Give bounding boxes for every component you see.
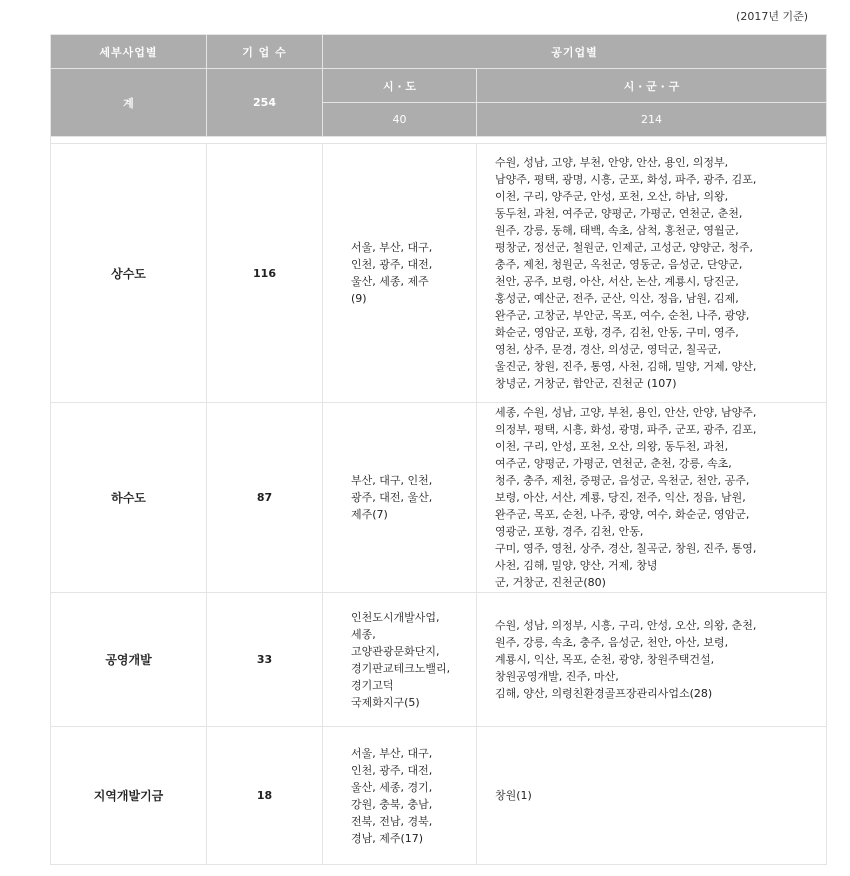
- table-row: [51, 403, 827, 593]
- table-row: [51, 593, 827, 727]
- header-row: [51, 35, 827, 69]
- row-count: 116: [207, 144, 323, 403]
- row-category: 상수도: [51, 144, 207, 403]
- table-row: [51, 727, 827, 865]
- row-category: 하수도: [51, 403, 207, 593]
- total-count: 254: [207, 69, 323, 137]
- row-category: 지역개발기금: [51, 727, 207, 865]
- row-sigungu: 창원(1): [477, 727, 827, 865]
- header-public: 공기업별: [323, 35, 827, 69]
- row-sigungu: 수원, 성남, 의정부, 시흥, 구리, 안성, 오산, 의왕, 춘천, 원주, 강릉, 속초, 충주, 음성군, 천안, 아산, 보령, 계룡시, 익산, 목포, 순천, 광양, 창원주택건설, 창원공영개발, 진주, 마산, 김해, 양산, 의령친환경골프장관리사업소(28): [477, 593, 827, 727]
- row-sigungu: 세종, 수원, 성남, 고양, 부천, 용인, 안산, 안양, 남양주, 의정부, 평택, 시흥, 화성, 광명, 파주, 군포, 광주, 김포, 이천, 구리, 안성, 포천, 오산, 의왕, 동두천, 과천, 여주군, 양평군, 가평군, 연천군, 춘천, 강릉, 속초, 청주, 충주, 제천, 증평군, 음성군, 옥천군, 천안, 공주, 보령, 아산, 서산, 계룡, 당진, 전주, 익산, 정읍, 남원, 완주군, 목포, 순천, 나주, 광양, 여수, 화순군, 영암군, 영광군, 포항, 경주, 김천, 안동, 구미, 영주, 영천, 상주, 경산, 칠곡군, 창원, 진주, 통영, 사천, 김해, 밀양, 양산, 거제, 창녕 군, 거창군, 진천군(80): [477, 403, 827, 593]
- spacer-row: [51, 137, 827, 144]
- row-sido: 서울, 부산, 대구, 인천, 광주, 대전, 울산, 세종, 제주 (9): [323, 144, 477, 403]
- row-sido: 부산, 대구, 인천, 광주, 대전, 울산, 제주(7): [323, 403, 477, 593]
- total-label: 계: [51, 69, 207, 137]
- row-category: 공영개발: [51, 593, 207, 727]
- row-sigungu: 수원, 성남, 고양, 부천, 안양, 안산, 용인, 의정부, 남양주, 평택, 광명, 시흥, 군포, 화성, 파주, 광주, 김포, 이천, 구리, 양주군, 안성, 포천, 오산, 하남, 의왕, 동두천, 과천, 여주군, 양평군, 가평군, 연천군, 춘천, 원주, 강릉, 동해, 태백, 속초, 삼척, 홍천군, 영월군, 평창군, 정선군, 철원군, 인제군, 고성군, 양양군, 청주, 충주, 제천, 청원군, 옥천군, 영동군, 음성군, 단양군, 천안, 공주, 보령, 아산, 서산, 논산, 계룡시, 당진군, 홍성군, 예산군, 전주, 군산, 익산, 정읍, 남원, 김제, 완주군, 고창군, 부안군, 목포, 여수, 순천, 나주, 광양, 화순군, 영암군, 포항, 경주, 김천, 안동, 구미, 영주, 영천, 상주, 문경, 경산, 의성군, 영덕군, 칠곡군, 울진군, 창원, 진주, 통영, 사천, 김해, 밀양, 거제, 양산, 창녕군, 거창군, 함안군, 진천군 (107): [477, 144, 827, 403]
- row-count: 87: [207, 403, 323, 593]
- row-sido: 서울, 부산, 대구, 인천, 광주, 대전, 울산, 세종, 경기, 강원, 충북, 충남, 전북, 전남, 경북, 경남, 제주(17): [323, 727, 477, 865]
- table-row: [51, 144, 827, 403]
- sub-header-sido: 시 · 도: [323, 69, 477, 103]
- sido-total: 40: [323, 103, 477, 137]
- row-count: 18: [207, 727, 323, 865]
- header-category: 세부사업별: [51, 35, 207, 69]
- public-enterprise-table: [50, 34, 827, 865]
- total-row: [51, 69, 827, 103]
- sub-header-sigungu: 시 · 군 · 구: [477, 69, 827, 103]
- row-sido: 인천도시개발사업, 세종, 고양관광문화단지, 경기판교테크노밸리, 경기고덕 국제화지구(5): [323, 593, 477, 727]
- row-count: 33: [207, 593, 323, 727]
- sigungu-total: 214: [477, 103, 827, 137]
- base-year-note: (2017년 기준): [736, 10, 808, 23]
- header-count: 기 업 수: [207, 35, 323, 69]
